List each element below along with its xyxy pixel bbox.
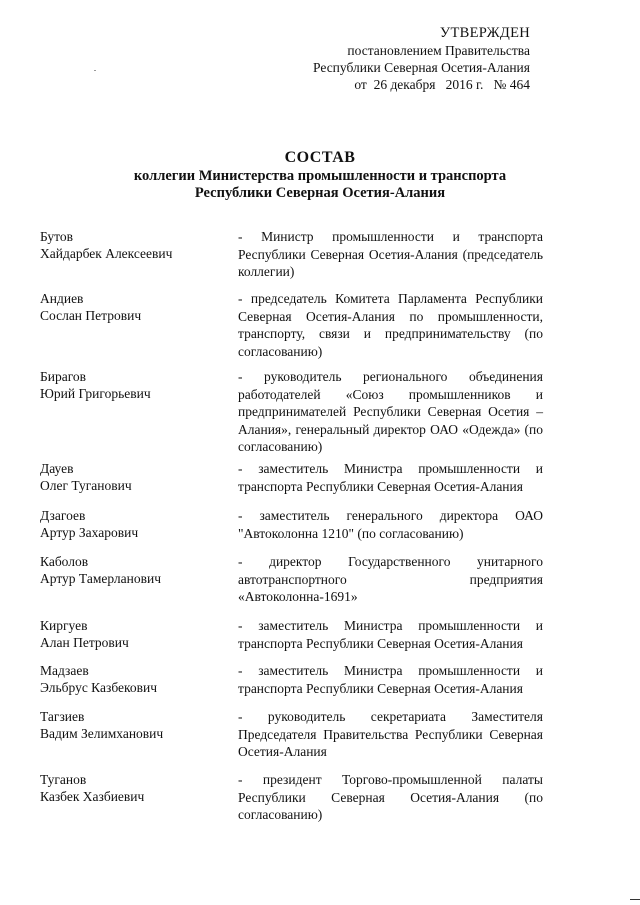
member-given-name: Артур Захарович	[40, 525, 139, 540]
document-subtitle-2: Республики Северная Осетия-Алания	[194, 185, 446, 201]
member-surname: Тагзиев	[40, 709, 85, 724]
member-surname: Дауев	[40, 461, 74, 476]
member-name	[40, 662, 230, 696]
approval-line-3: от 26 декабря 2016 г. № 464	[354, 77, 530, 92]
member-given-name: Олег Туганович	[40, 478, 132, 493]
member-role: - заместитель генерального директора ОАО "Автоколонна 1210" (по согласованию)	[238, 508, 543, 541]
member-name	[40, 553, 230, 587]
member-surname: Каболов	[40, 554, 89, 569]
member-surname: Андиев	[40, 291, 84, 306]
member-name	[40, 771, 230, 805]
member-role: - заместитель Министра промышленности и транспорта Республики Северная Осетия-Алания	[238, 663, 543, 696]
member-name	[40, 708, 230, 742]
member-name	[40, 368, 230, 402]
approval-title: УТВЕРЖДЕН	[439, 25, 530, 41]
document-heading	[0, 148, 640, 202]
member-given-name: Хайдарбек Алексеевич	[40, 246, 173, 261]
member-role: - Министр промышленности и транспорта Республики Северная Осетия-Алания (председатель коллегии)	[238, 229, 543, 279]
member-role: - заместитель Министра промышленности и транспорта Республики Северная Осетия-Алания	[238, 618, 543, 651]
member-surname: Мадзаев	[40, 663, 89, 678]
member-given-name: Вадим Зелимханович	[40, 726, 164, 741]
member-name	[40, 617, 230, 651]
document-subtitle-1: коллегии Министерства промышленности и транспорта	[133, 168, 507, 184]
member-surname: Бирагов	[40, 369, 87, 384]
member-role: - заместитель Министра промышленности и транспорта Республики Северная Осетия-Алания	[238, 461, 543, 494]
scan-edge-mark	[630, 899, 640, 900]
member-name	[40, 228, 230, 262]
member-role: - руководитель регионального объединения работодателей «Союз промышленников и предпринимателей Республики Северная Осетия – Алания», генеральный директор ОАО «Одежда» (по согласованию)	[238, 369, 543, 454]
member-role: - председатель Комитета Парламента Республики Северная Осетия-Алания по промышленности, транспорту, связи и предпринимательству (по согласованию)	[238, 291, 543, 359]
member-role: - директор Государственного унитарного автотранспортного предприятия «Автоколонна-1691»	[238, 554, 543, 604]
member-surname: Киргуев	[40, 618, 88, 633]
member-given-name: Юрий Григорьевич	[40, 386, 151, 401]
approval-stamp	[313, 25, 530, 93]
member-given-name: Казбек Хазбиевич	[40, 789, 145, 804]
member-given-name: Артур Тамерланович	[40, 571, 162, 586]
member-given-name: Сослан Петрович	[40, 308, 142, 323]
document-title: СОСТАВ	[284, 149, 356, 166]
member-given-name: Эльбрус Казбекович	[40, 680, 158, 695]
member-surname: Бутов	[40, 229, 74, 244]
member-role: - руководитель секретариата Заместителя Председателя Правительства Республики Северная Осетия-Алания	[238, 709, 543, 759]
member-name	[40, 290, 230, 324]
approval-line-1: постановлением Правительства	[347, 43, 530, 58]
member-name	[40, 460, 230, 494]
approval-line-2: Республики Северная Осетия-Алания	[313, 60, 530, 75]
member-surname: Дзагоев	[40, 508, 86, 523]
member-given-name: Алан Петрович	[40, 635, 129, 650]
member-role: - президент Торгово-промышленной палаты Республики Северная Осетия-Алания (по согласованию)	[238, 772, 543, 822]
scan-speck	[94, 70, 96, 71]
member-surname: Туганов	[40, 772, 87, 787]
member-name	[40, 507, 230, 541]
